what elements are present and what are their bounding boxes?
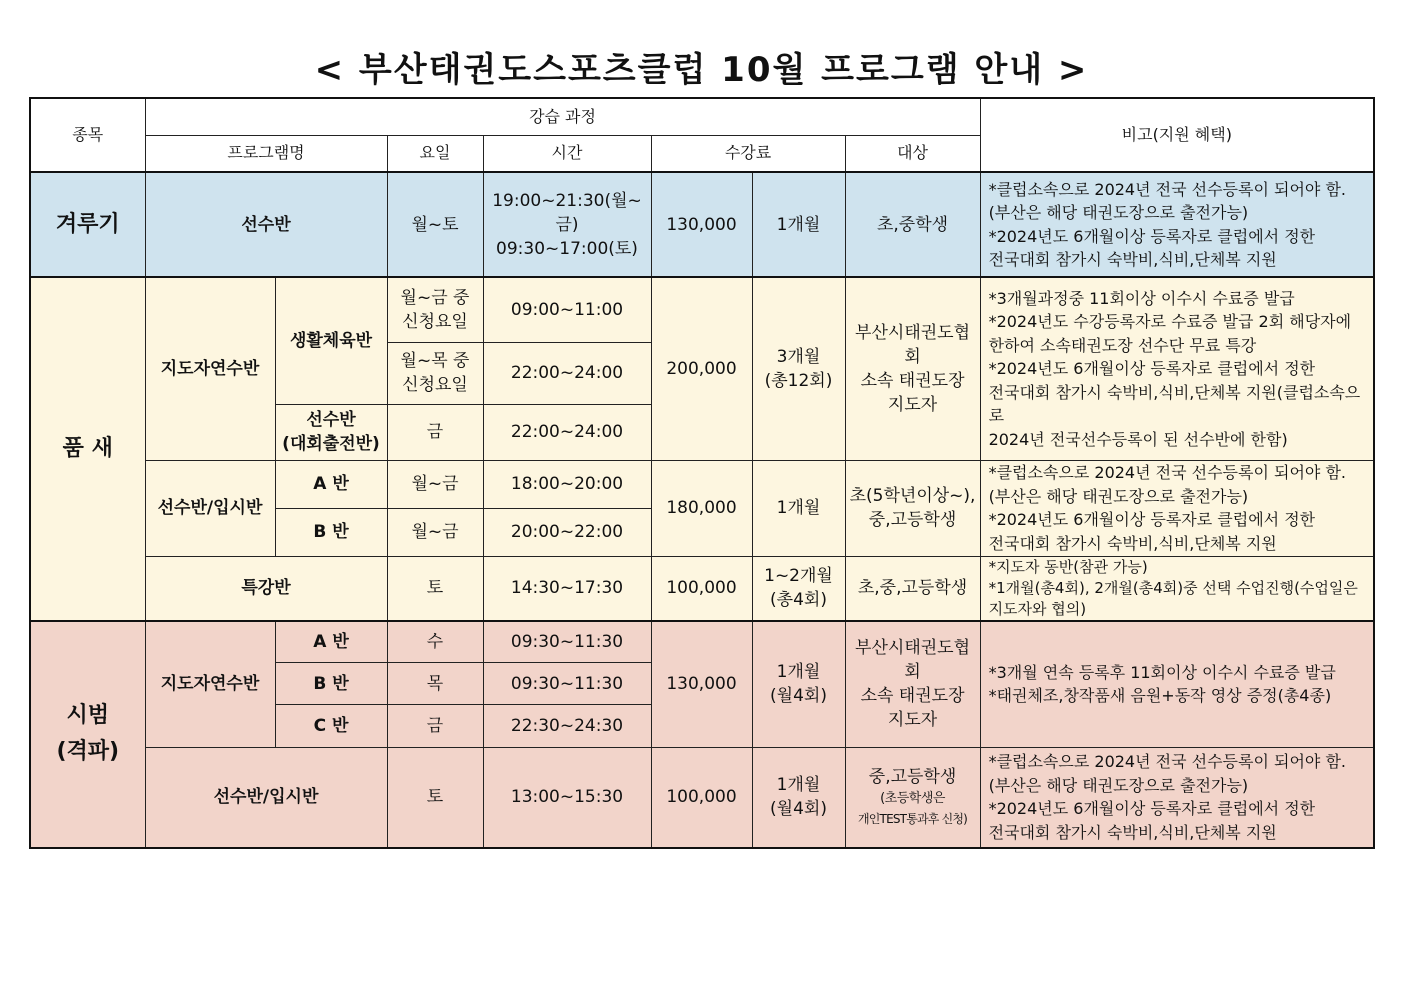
note-line: *3개월 연속 등록후 11회이상 이수시 수료증 발급 bbox=[988, 662, 1336, 682]
header-target: 대상 bbox=[845, 135, 980, 172]
page-title: < 부산태권도스포츠클럽 10월 프로그램 안내 > bbox=[314, 50, 1089, 90]
period-line: (총12회) bbox=[764, 370, 833, 391]
class-label: A 반 bbox=[275, 460, 387, 508]
period-cell bbox=[752, 748, 845, 848]
note-line: *2024년도 6개월이상 등록자로 클럽에서 정한 bbox=[988, 799, 1316, 819]
note-line: *2024년도 6개월이상 등록자로 클럽에서 정한 bbox=[988, 226, 1316, 246]
day-cell: 금 bbox=[387, 404, 483, 460]
target-line: 초(5학년이상~), bbox=[849, 486, 976, 506]
note-line: 한하여 소속태권도장 선수단 무료 특강 bbox=[988, 335, 1257, 355]
target-line: 부산시태권도협회 bbox=[855, 322, 971, 367]
header-day: 요일 bbox=[387, 135, 483, 172]
note-cell bbox=[980, 621, 1374, 748]
class-label: B 반 bbox=[275, 663, 387, 705]
note-cell bbox=[980, 748, 1374, 848]
header-program: 프로그램명 bbox=[145, 135, 387, 172]
time-line: 09:30~17:00(토) bbox=[496, 238, 638, 259]
day-cell: 토 bbox=[387, 556, 483, 621]
category-demo bbox=[30, 621, 145, 848]
note-cell bbox=[980, 556, 1374, 621]
fee-cell: 100,000 bbox=[651, 748, 752, 848]
note-line: *3개월과정중 11회이상 이수시 수료증 발급 bbox=[988, 288, 1295, 308]
note-line: *클럽소속으로 2024년 전국 선수등록이 되어야 함. bbox=[988, 463, 1347, 482]
note-line: *클럽소속으로 2024년 전국 선수등록이 되어야 함. bbox=[988, 179, 1347, 199]
time-cell: 13:00~15:30 bbox=[483, 748, 651, 848]
period-line: 1개월 bbox=[776, 662, 821, 683]
category-poomsae: 품 새 bbox=[30, 277, 145, 621]
period-cell bbox=[752, 277, 845, 460]
day-cell bbox=[387, 277, 483, 342]
fee-cell: 130,000 bbox=[651, 172, 752, 277]
day-cell: 목 bbox=[387, 663, 483, 705]
sub-program-line: 선수반 bbox=[306, 410, 356, 430]
target-line: 지도자 bbox=[887, 710, 938, 731]
program-name: 특강반 bbox=[145, 556, 387, 621]
class-label: C 반 bbox=[275, 705, 387, 748]
fee-cell: 130,000 bbox=[651, 621, 752, 748]
note-cell bbox=[980, 172, 1374, 277]
period-line: 1개월 bbox=[776, 775, 821, 796]
note-line: (부산은 해당 태권도장으로 출전가능) bbox=[988, 486, 1249, 506]
time-cell: 09:30~11:30 bbox=[483, 621, 651, 663]
program-name: 선수반/입시반 bbox=[145, 460, 275, 556]
period-cell: 1개월 bbox=[752, 460, 845, 556]
header-note: 비고(지원 혜택) bbox=[980, 98, 1374, 172]
day-line: 신청요일 bbox=[402, 311, 468, 332]
fee-cell: 200,000 bbox=[651, 277, 752, 460]
category-line: 시범 bbox=[66, 703, 109, 728]
fee-cell: 180,000 bbox=[651, 460, 752, 556]
target-cell bbox=[845, 460, 980, 556]
time-cell: 22:00~24:00 bbox=[483, 404, 651, 460]
time-cell: 20:00~22:00 bbox=[483, 508, 651, 556]
target-line: 소속 태권도장 bbox=[860, 686, 965, 707]
day-cell: 수 bbox=[387, 621, 483, 663]
target-line: (초등학생은 bbox=[880, 791, 945, 807]
period-line: (월4회) bbox=[770, 686, 827, 707]
day-cell: 금 bbox=[387, 705, 483, 748]
program-name: 지도자연수반 bbox=[145, 621, 275, 748]
target-cell bbox=[845, 621, 980, 748]
sub-program-line: (대회출전반) bbox=[282, 434, 380, 454]
target-cell bbox=[845, 748, 980, 848]
program-name: 선수반/입시반 bbox=[145, 748, 387, 848]
period-line: 1~2개월 bbox=[764, 566, 833, 586]
category-line: (격파) bbox=[56, 739, 120, 764]
day-cell: 월~금 bbox=[387, 460, 483, 508]
fee-cell: 100,000 bbox=[651, 556, 752, 621]
period-cell bbox=[752, 621, 845, 748]
note-cell bbox=[980, 460, 1374, 556]
target-line: 중,고등학생 bbox=[868, 510, 957, 530]
note-line: (부산은 해당 태권도장으로 출전가능) bbox=[988, 203, 1249, 222]
note-line: 전국대회 참가시 숙박비,식비,단체복 지원 bbox=[988, 533, 1277, 553]
note-line: *지도자 동반(참관 가능) bbox=[988, 557, 1148, 576]
day-cell: 토 bbox=[387, 748, 483, 848]
period-line: (월4회) bbox=[770, 799, 827, 820]
time-cell bbox=[483, 172, 651, 277]
note-line: *1개월(총4회), 2개월(총4회)중 선택 수업진행(수업일은 bbox=[988, 578, 1358, 597]
note-line: *2024년도 수강등록자로 수료증 발급 2회 해당자에 bbox=[988, 312, 1352, 331]
target-cell: 초,중학생 bbox=[845, 172, 980, 277]
sparring-row bbox=[30, 172, 1374, 277]
period-line: (총4회) bbox=[770, 590, 827, 610]
time-cell: 22:30~24:30 bbox=[483, 705, 651, 748]
day-line: 신청요일 bbox=[402, 375, 468, 395]
program-name: 지도자연수반 bbox=[145, 277, 275, 460]
time-cell: 22:00~24:00 bbox=[483, 342, 651, 404]
target-line: 개인TEST통과후 신청) bbox=[857, 812, 968, 827]
header-time: 시간 bbox=[483, 135, 651, 172]
target-line: 중,고등학생 bbox=[868, 767, 957, 788]
note-line: *2024년도 6개월이상 등록자로 클럽에서 정한 bbox=[988, 510, 1316, 529]
class-label: B 반 bbox=[275, 508, 387, 556]
header-category: 종목 bbox=[30, 98, 145, 172]
period-cell bbox=[752, 556, 845, 621]
header-fee: 수강료 bbox=[651, 135, 845, 172]
note-line: 전국대회 참가시 숙박비,식비,단체복 지원 bbox=[988, 250, 1277, 269]
target-line: 지도자 bbox=[887, 394, 938, 415]
note-cell bbox=[980, 277, 1374, 460]
category-sparring: 겨루기 bbox=[30, 172, 145, 277]
period-line: 3개월 bbox=[776, 346, 821, 367]
note-line: (부산은 해당 태권도장으로 출전가능) bbox=[988, 775, 1249, 795]
note-line: 지도자와 협의) bbox=[988, 599, 1087, 618]
note-line: *2024년도 6개월이상 등록자로 클럽에서 정한 bbox=[988, 359, 1316, 378]
note-line: 2024년 전국선수등록이 된 선수반에 한함) bbox=[988, 429, 1288, 449]
day-cell: 월~토 bbox=[387, 172, 483, 277]
target-cell: 초,중,고등학생 bbox=[845, 556, 980, 621]
target-cell bbox=[845, 277, 980, 460]
day-cell: 월~금 bbox=[387, 508, 483, 556]
time-cell: 14:30~17:30 bbox=[483, 556, 651, 621]
note-line: *태권체조,창작품새 음원+동작 영상 증정(총4종) bbox=[988, 686, 1332, 706]
note-line: 전국대회 참가시 숙박비,식비,단체복 지원(클럽소속으로 bbox=[988, 382, 1361, 425]
time-cell: 09:00~11:00 bbox=[483, 277, 651, 342]
class-label: A 반 bbox=[275, 621, 387, 663]
sub-program-name: 생활체육반 bbox=[275, 277, 387, 404]
sub-program-name bbox=[275, 404, 387, 460]
target-line: 소속 태권도장 bbox=[860, 370, 965, 391]
time-cell: 09:30~11:30 bbox=[483, 663, 651, 705]
note-line: 전국대회 참가시 숙박비,식비,단체복 지원 bbox=[988, 822, 1277, 842]
time-cell: 18:00~20:00 bbox=[483, 460, 651, 508]
day-line: 월~금 중 bbox=[400, 287, 470, 308]
note-line: *클럽소속으로 2024년 전국 선수등록이 되어야 함. bbox=[988, 752, 1347, 772]
day-cell bbox=[387, 342, 483, 404]
target-line: 부산시태권도협회 bbox=[855, 638, 971, 683]
period-cell: 1개월 bbox=[752, 172, 845, 277]
program-table bbox=[29, 97, 1375, 849]
day-line: 월~목 중 bbox=[400, 351, 470, 371]
header-course: 강습 과정 bbox=[145, 98, 980, 135]
time-line: 19:00~21:30(월~금) bbox=[492, 190, 642, 235]
program-name: 선수반 bbox=[145, 172, 387, 277]
